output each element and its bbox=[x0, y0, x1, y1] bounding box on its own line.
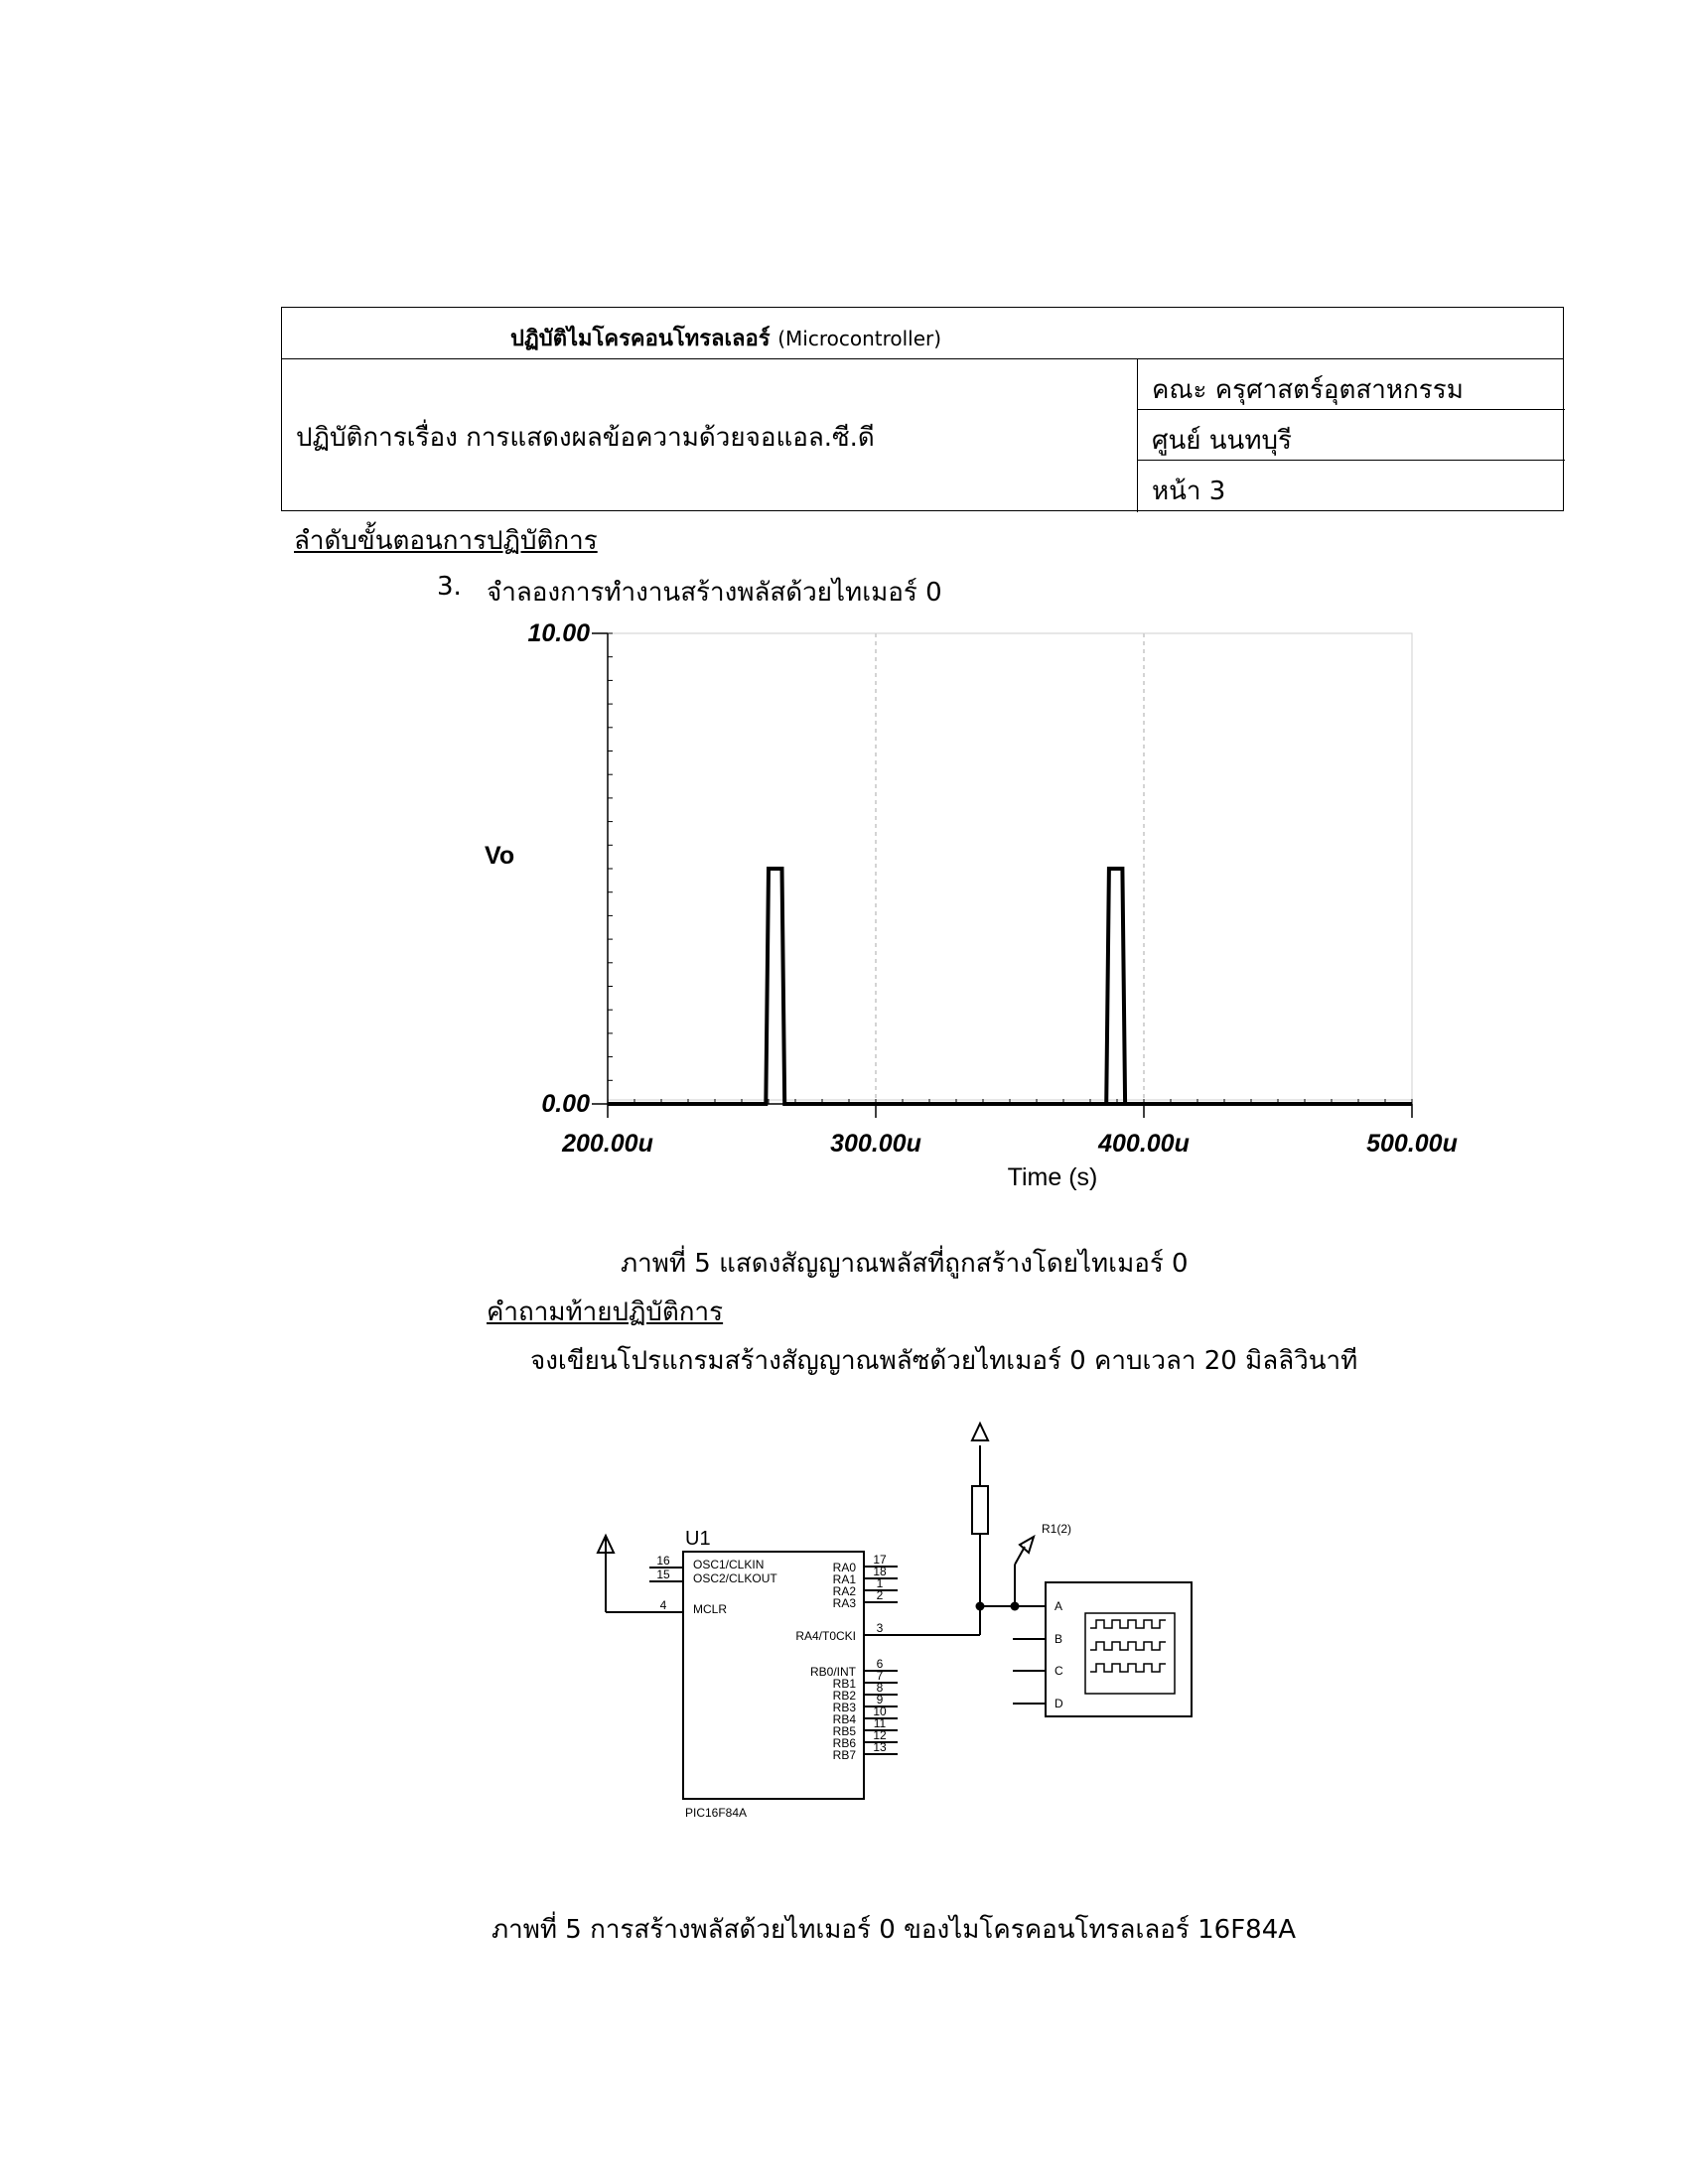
pin-number: 16 bbox=[656, 1554, 670, 1568]
course-title-en: (Microcontroller) bbox=[777, 327, 942, 350]
pin-name: OSC2/CLKOUT bbox=[693, 1571, 777, 1585]
step-number: 3. bbox=[437, 572, 462, 602]
pin-number: 15 bbox=[656, 1568, 670, 1581]
pin-name: RB0/INT bbox=[809, 1665, 856, 1679]
pin-number: 8 bbox=[876, 1681, 884, 1695]
pin-name: MCLR bbox=[693, 1602, 728, 1616]
pin-name: RB6 bbox=[832, 1736, 856, 1750]
x-tick-label: 400.00u bbox=[1098, 1130, 1190, 1158]
pin-number: 6 bbox=[876, 1657, 884, 1671]
ic-part: PIC16F84A bbox=[685, 1806, 748, 1820]
oscilloscope-body bbox=[1046, 1582, 1192, 1716]
x-tick-label: 300.00u bbox=[830, 1130, 921, 1158]
left-pin-labels bbox=[656, 1554, 777, 1616]
pin-number: 1 bbox=[876, 1576, 884, 1590]
pin-number: 2 bbox=[876, 1588, 884, 1602]
pin-number: 10 bbox=[873, 1705, 887, 1718]
junction-dot bbox=[1011, 1602, 1020, 1611]
procedure-heading: ลำดับขั้นตอนการปฏิบัติการ bbox=[294, 526, 598, 556]
scope-channel-label: A bbox=[1055, 1599, 1063, 1613]
x-axis-label: Time (s) bbox=[1007, 1163, 1098, 1191]
page-number: หน้า 3 bbox=[1152, 477, 1226, 506]
pin-name: RA1 bbox=[832, 1572, 856, 1586]
pin-name: OSC1/CLKIN bbox=[693, 1558, 765, 1571]
pin-name: RB1 bbox=[832, 1677, 856, 1691]
ic-ref: U1 bbox=[685, 1528, 711, 1550]
lab-title: ปฏิบัติการเรื่อง การแสดงผลข้อความด้วยจอแอล.ซี.ดี bbox=[296, 423, 875, 453]
pin-number: 17 bbox=[873, 1553, 887, 1567]
pin-number: 7 bbox=[876, 1669, 884, 1683]
figure1-caption: ภาพที่ 5 แสดงสัญญาณพลัสที่ถูกสร้างโดยไทเมอร์ 0 bbox=[621, 1249, 1189, 1279]
pin-name: RB5 bbox=[832, 1724, 856, 1738]
scope-trace-3 bbox=[1090, 1664, 1166, 1672]
scope-trace-2 bbox=[1090, 1642, 1166, 1650]
pullup-resistor bbox=[972, 1486, 988, 1534]
x-tick-label: 500.00u bbox=[1366, 1130, 1458, 1158]
course-title: ปฏิบัติไมโครคอนโทรลเลอร์ bbox=[510, 327, 771, 351]
faculty: คณะ ครุศาสตร์อุตสาหกรรม bbox=[1152, 375, 1464, 405]
right-pin-labels bbox=[795, 1553, 887, 1762]
scope-channel-label: C bbox=[1055, 1664, 1063, 1678]
pin-number: 13 bbox=[873, 1740, 887, 1754]
pin-name: RA4/T0CKI bbox=[795, 1629, 856, 1643]
pin-name: RA3 bbox=[832, 1596, 856, 1610]
pin-number: 18 bbox=[873, 1565, 887, 1578]
pin-number: 12 bbox=[873, 1728, 887, 1742]
pin-name: RB3 bbox=[832, 1701, 856, 1714]
center: ศูนย์ นนทบุรี bbox=[1152, 426, 1292, 456]
junction-dot bbox=[976, 1602, 985, 1611]
pin-name: RA0 bbox=[832, 1561, 856, 1574]
pin-name: RB4 bbox=[832, 1712, 856, 1726]
x-tick-label: 200.00u bbox=[562, 1130, 653, 1158]
pin-number: 9 bbox=[876, 1693, 884, 1706]
step-text: จำลองการทำงานสร้างพลัสด้วยไทเมอร์ 0 bbox=[487, 578, 942, 608]
scope-channel-label: D bbox=[1055, 1697, 1063, 1710]
question-text: จงเขียนโปรแกรมสร้างสัญญาณพลัซด้วยไทเมอร์ 0 คาบเวลา 20 มิลลิวินาที bbox=[530, 1346, 1358, 1376]
figure2-caption: ภาพที่ 5 การสร้างพลัสด้วยไทเมอร์ 0 ของไมโครคอนโทรลเลอร์ 16F84A bbox=[492, 1915, 1297, 1945]
scope-trace-1 bbox=[1090, 1620, 1166, 1628]
probe-label: R1(2) bbox=[1042, 1522, 1072, 1536]
questions-heading: คำถามท้ายปฏิบัติการ bbox=[487, 1297, 724, 1327]
y-axis-label: Vo bbox=[485, 842, 515, 870]
vcc-arrow-right-icon bbox=[972, 1424, 988, 1440]
pin-number: 3 bbox=[876, 1621, 884, 1635]
scope-channel-label: B bbox=[1055, 1632, 1063, 1646]
pin-name: RB2 bbox=[832, 1689, 856, 1703]
y-tick-label-min: 0.00 bbox=[541, 1090, 590, 1118]
pin-name: RB7 bbox=[832, 1748, 856, 1762]
pin-name: RA2 bbox=[832, 1584, 856, 1598]
pin-number: 11 bbox=[873, 1716, 887, 1730]
y-tick-label-max: 10.00 bbox=[527, 619, 590, 647]
scope-channel-labels bbox=[1055, 1599, 1063, 1710]
oscilloscope-screen bbox=[1085, 1613, 1175, 1694]
pin-number: 4 bbox=[659, 1598, 667, 1612]
